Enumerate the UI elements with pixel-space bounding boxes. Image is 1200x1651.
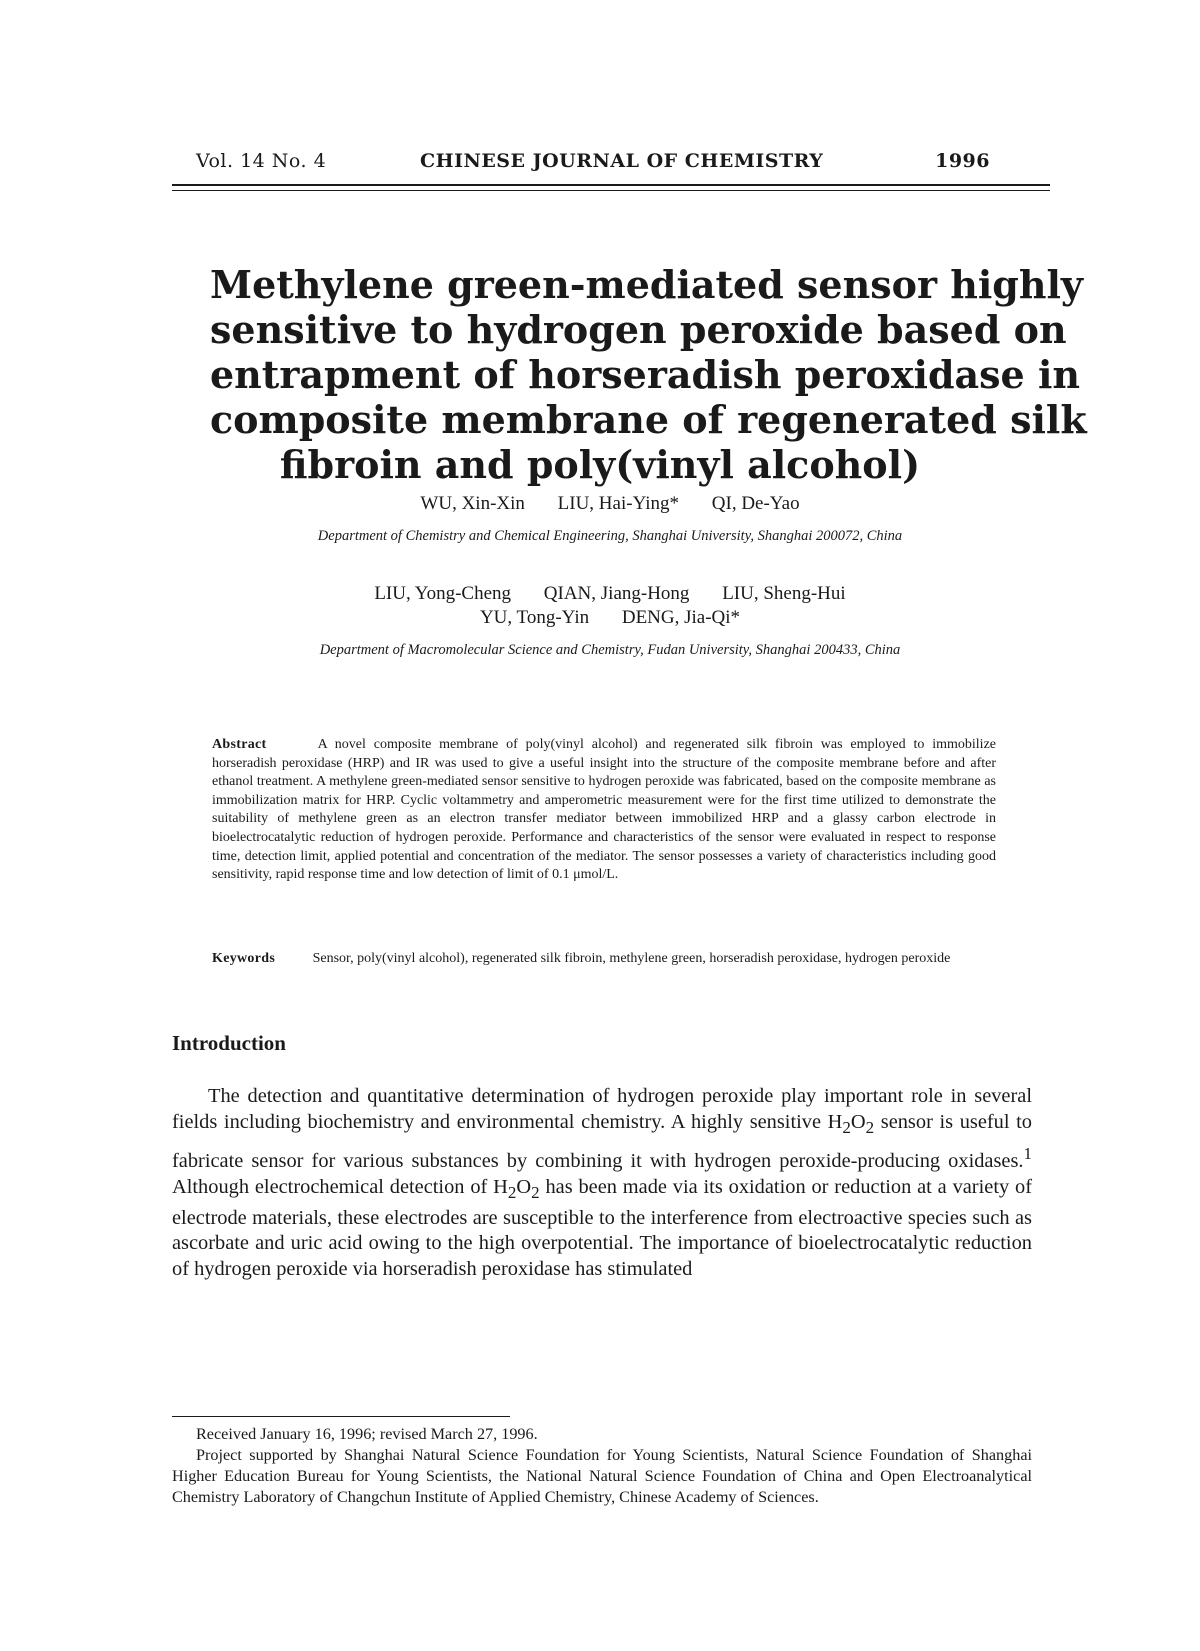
author: LIU, Sheng-Hui (722, 583, 846, 604)
affiliation-2: Department of Macromolecular Science and Chemistry, Fudan University, Shanghai 200433, China (319, 642, 901, 658)
author: QI, De-Yao (711, 493, 800, 514)
subscript: 2 (842, 1117, 851, 1137)
title-line: composite membrane of regenerated silk (210, 397, 1087, 442)
received-note: Received January 16, 1996; revised March 27, 1996. (196, 1425, 538, 1443)
intro-text: The detection and quantitative determination of hydrogen peroxide play important role in several fields including biochemistry and environmental chemistry. A highly sensitive H (172, 1085, 1032, 1133)
introduction-paragraph (172, 1084, 1032, 1283)
author: DENG, Jia-Qi* (621, 607, 741, 628)
subscript: 2 (865, 1117, 875, 1137)
abstract-label: Abstract (212, 737, 267, 752)
subscript: 2 (531, 1182, 540, 1202)
affiliation-1: Department of Chemistry and Chemical Engineering, Shanghai University, Shanghai 200072, China (317, 528, 903, 544)
title-line: Methylene green-mediated sensor highly (210, 262, 1083, 307)
author: QIAN, Jiang-Hong (543, 583, 690, 604)
intro-text: has been made via its oxidation or reduction at a variety of electrode materials, these electrodes are susceptible to the interference from electroactive species such as ascorbate and uric acid owing to the high overpotential. The importance of bioelectrocatalytic reduction of hydrogen peroxide via horseradish peroxidase has stimulated (172, 1175, 1032, 1281)
volume-number: Vol. 14 No. 4 (196, 150, 327, 172)
author: WU, Xin-Xin (420, 493, 525, 514)
running-header (172, 150, 1050, 176)
abstract-text: A novel composite membrane of poly(vinyl alcohol) and regenerated silk fibroin was employed to immobilize horseradish peroxidase (HRP) and IR was used to give a useful insight into the structure of the composite membrane before and after ethanol treatment. A methylene green-mediated sensor sensitive to hydrogen peroxide was fabricated, based on the composite membrane as immobilization matrix for HRP. Cyclic voltammetry and amperometric measurement were for the first time utilized to demonstrate the suitability of methylene green as an electron transfer mediator between immobilized HRP and a glassy carbon electrode in bioelectrocatalytic reduction of hydrogen peroxide. Performance and characteristics of the sensor were evaluated in respect to response time, detection limit, applied potential and concentration of the mediator. The sensor possesses a variety of characteristics including good sensitivity, rapid response time and low detection of limit of 0.1 μmol/L. (212, 737, 996, 883)
intro-text: Although electrochemical detection of H (172, 1175, 508, 1198)
keywords (212, 950, 996, 969)
funding-note: Project supported by Shanghai Natural Science Foundation for Young Scientists, Natural Science Foundation of Shanghai Higher Education Bureau for Young Scientists, the National Natural Science Foundation of China and Open Electroanalytical Chemistry Laboratory of Changchun Institute of Applied Chemistry, Chinese Academy of Sciences. (172, 1446, 1032, 1506)
reference-marker: 1 (1023, 1143, 1032, 1163)
intro-text: O (516, 1175, 532, 1198)
journal-name: CHINESE JOURNAL OF CHEMISTRY (420, 150, 824, 172)
section-heading: Introduction (172, 1031, 286, 1055)
footnotes (172, 1424, 1032, 1508)
title-line: sensitive to hydrogen peroxide based on (210, 307, 1067, 352)
intro-text: O (850, 1110, 866, 1133)
author: LIU, Yong-Cheng (374, 583, 512, 604)
intro-text: sensor is useful to fabricate sensor for various substances by combining it with hydrogen peroxide-producing oxidases. (172, 1110, 1032, 1172)
publication-year: 1996 (935, 150, 990, 172)
article-title (210, 262, 1087, 487)
abstract (212, 736, 996, 885)
keywords-text: Sensor, poly(vinyl alcohol), regenerated silk fibroin, methylene green, horseradish peroxidase, hydrogen peroxide (312, 951, 951, 966)
author: YU, Tong-Yin (479, 607, 590, 628)
footnote-rule (172, 1416, 510, 1417)
author: LIU, Hai-Ying* (557, 493, 680, 514)
header-rule (172, 184, 1050, 191)
author-list-3 (180, 606, 1040, 630)
author-list-2 (180, 582, 1040, 606)
keywords-label: Keywords (212, 951, 276, 966)
subscript: 2 (507, 1182, 517, 1202)
title-line: entrapment of horseradish peroxidase in (210, 352, 1081, 397)
title-line: fibroin and poly(vinyl alcohol) (279, 442, 921, 487)
author-list-1 (180, 492, 1040, 516)
